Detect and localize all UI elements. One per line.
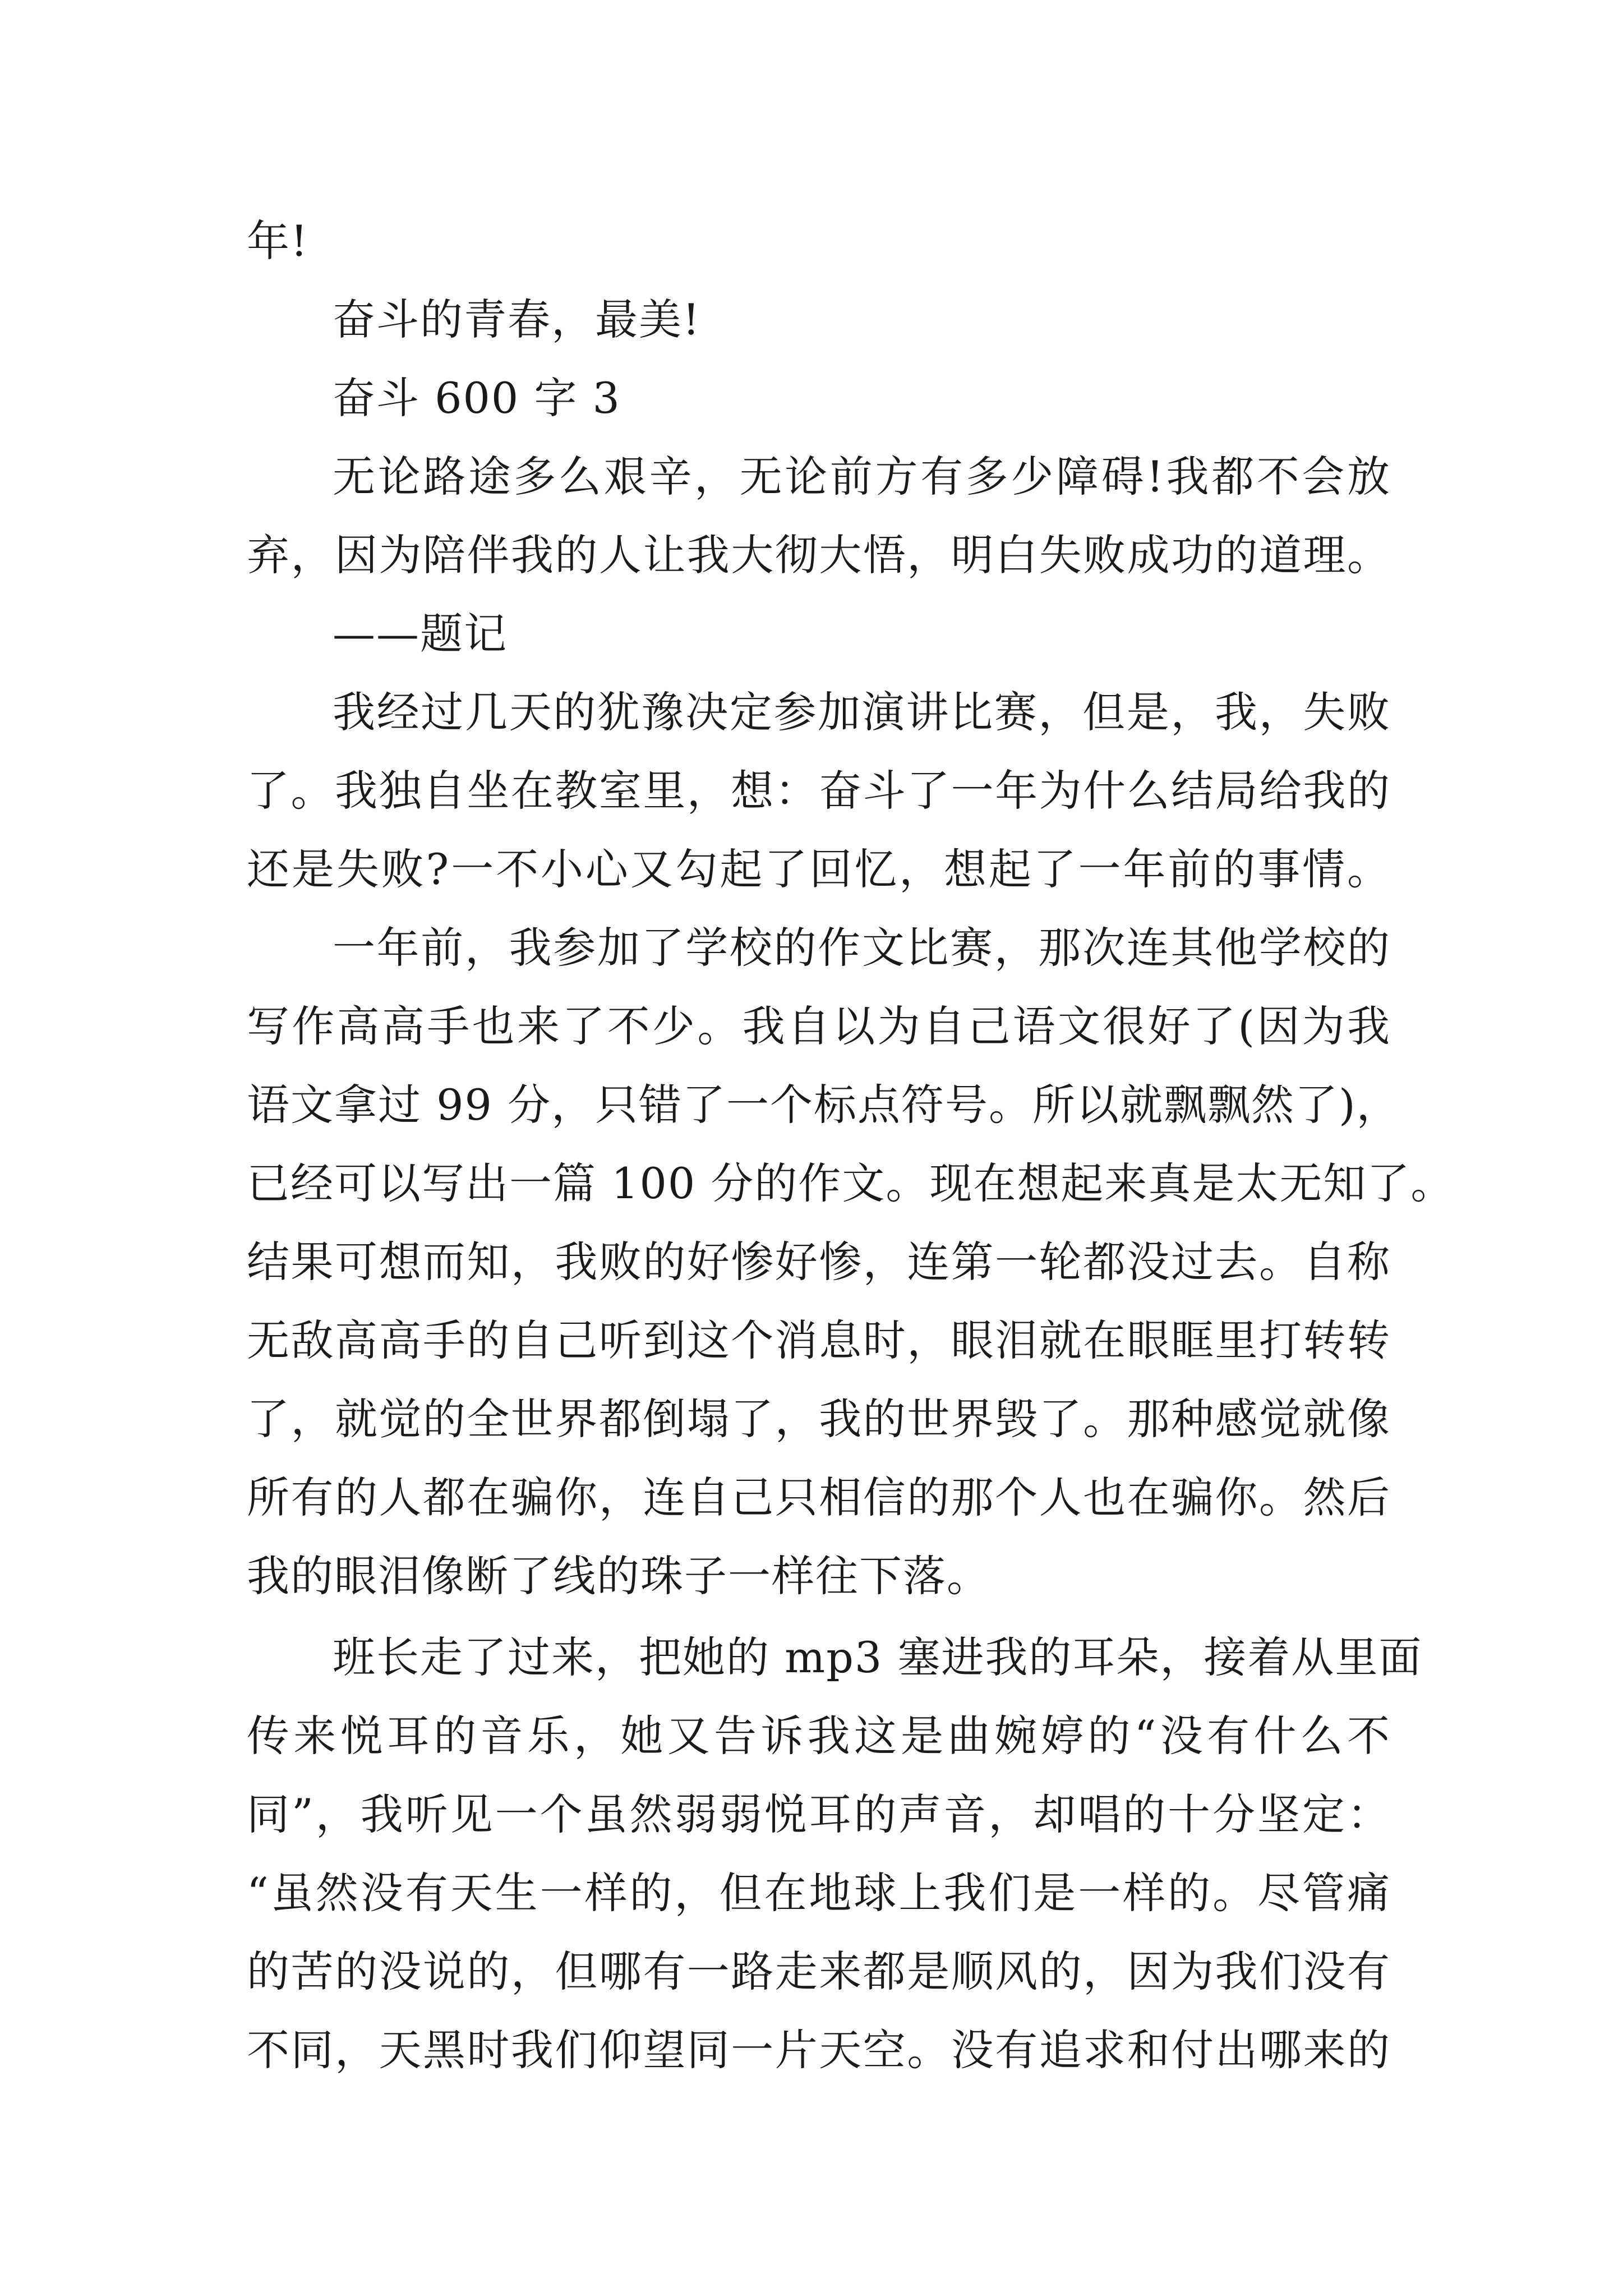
text-line: 的苦的没说的，但哪有一路走来都是顺风的，因为我们没有 bbox=[247, 1947, 1391, 1996]
text-line: 无论路途多么艰辛，无论前方有多少障碍!我都不会放 bbox=[333, 452, 1391, 501]
text-line: 我经过几天的犹豫决定参加演讲比赛，但是，我，失败 bbox=[333, 687, 1391, 737]
text-line: 写作高高手也来了不少。我自以为自己语文很好了(因为我 bbox=[247, 1001, 1391, 1051]
text-line: 奋斗的青春，最美! bbox=[333, 295, 701, 344]
text-line: 弃，因为陪伴我的人让我大彻大悟，明白失败成功的道理。 bbox=[247, 530, 1391, 580]
text-line: 无敌高高手的自己听到这个消息时，眼泪就在眼眶里打转转 bbox=[247, 1315, 1391, 1365]
text-line: 所有的人都在骗你，连自己只相信的那个人也在骗你。然后 bbox=[247, 1473, 1391, 1522]
text-line: 了，就觉的全世界都倒塌了，我的世界毁了。那种感觉就像 bbox=[247, 1394, 1391, 1444]
text-line: 语文拿过 99 分，只错了一个标点符号。所以就飘飘然了)， bbox=[247, 1080, 1400, 1130]
epigraph-attribution: ——题记 bbox=[333, 609, 508, 659]
text-line: 已经可以写出一篇 100 分的作文。现在想起来真是太无知了。 bbox=[247, 1158, 1455, 1208]
text-line: 年! bbox=[247, 216, 309, 266]
text-line: 一年前，我参加了学校的作文比赛，那次连其他学校的 bbox=[333, 923, 1391, 973]
text-line: “虽然没有天生一样的，但在地球上我们是一样的。尽管痛 bbox=[247, 1868, 1391, 1918]
text-line: 不同，天黑时我们仰望同一片天空。没有追求和付出哪来的 bbox=[247, 2025, 1391, 2075]
text-line: 了。我独自坐在教室里，想：奋斗了一年为什么结局给我的 bbox=[247, 766, 1391, 816]
text-line: 班长走了过来，把她的 mp3 塞进我的耳朵，接着从里面 bbox=[333, 1632, 1423, 1682]
section-heading: 奋斗 600 字 3 bbox=[333, 373, 621, 423]
text-line: 传来悦耳的音乐，她又告诉我这是曲婉婷的“没有什么不 bbox=[247, 1711, 1391, 1761]
text-line: 同”，我听见一个虽然弱弱悦耳的声音，却唱的十分坚定： bbox=[247, 1789, 1391, 1839]
text-line: 结果可想而知，我败的好惨好惨，连第一轮都没过去。自称 bbox=[247, 1237, 1391, 1287]
text-line: 还是失败?一不小心又勾起了回忆，想起了一年前的事情。 bbox=[247, 844, 1391, 894]
text-line: 我的眼泪像断了线的珠子一样往下落。 bbox=[247, 1551, 990, 1601]
